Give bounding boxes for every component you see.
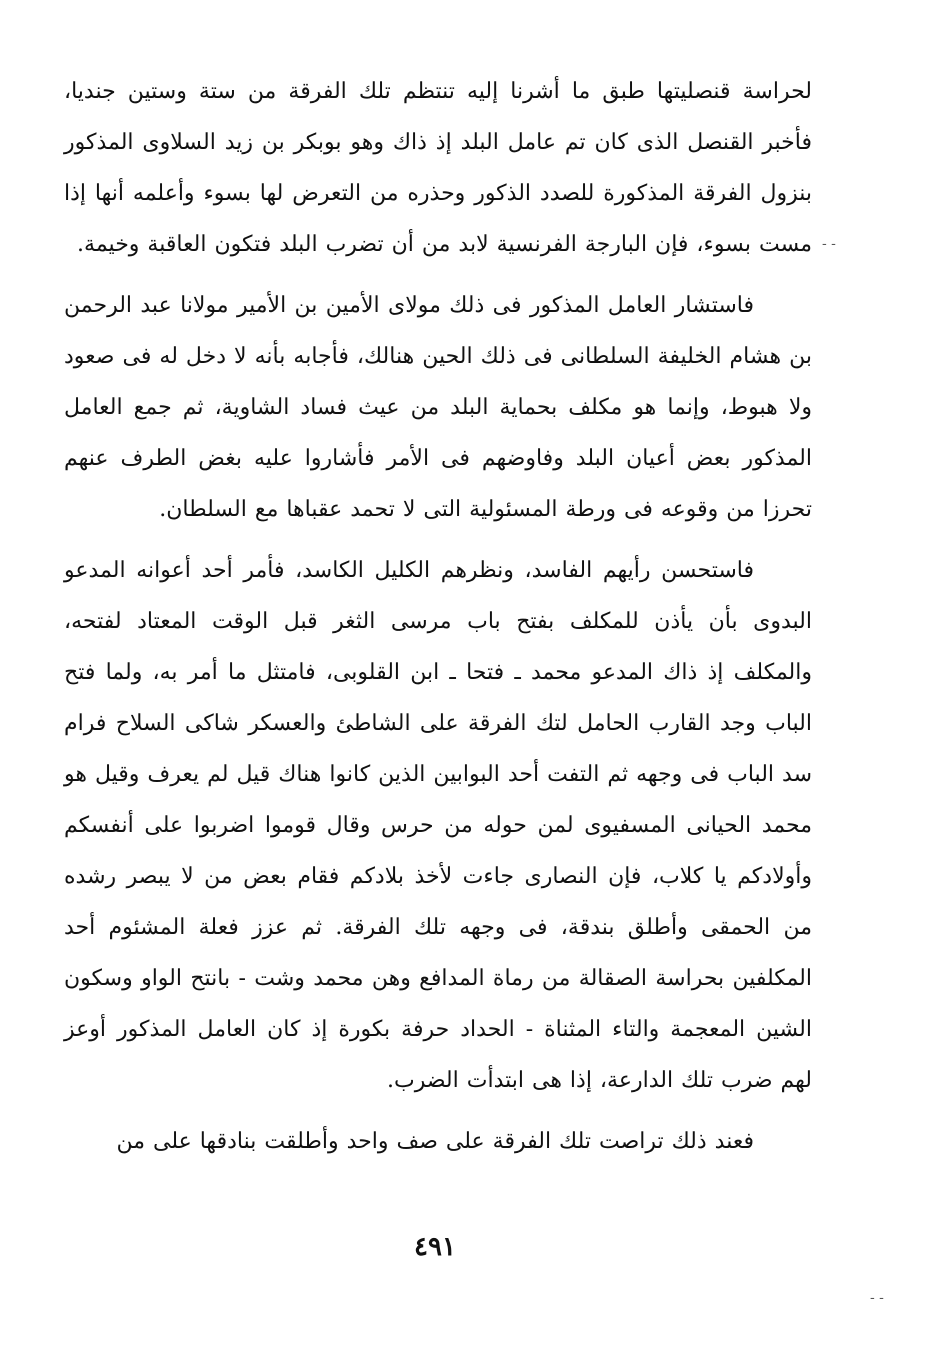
paragraph-4: فعند ذلك تراصت تلك الفرقة على صف واحد وأطلقت بنادقها على من bbox=[116, 1129, 754, 1154]
margin-dash-mark: - - bbox=[822, 236, 836, 252]
body-text bbox=[64, 66, 812, 1167]
margin-dash-mark: - - bbox=[870, 1290, 884, 1306]
paragraph-1: لحراسة قنصليتها طبق ما أشرنا إليه تنتظم تلك الفرقة من ستة وستين جنديا، فأخبر القنصل الذى كان تم عامل البلد إذ ذاك وهو بوبكر بن زيد السلاوى المذكور بنزول الفرقة المذكورة للصدد الذكور وحذره من التعرض لها بسوء وأعلمه أنها إذا مست بسوء، فإن البارجة الفرنسية لابد من أن تضرب البلد فتكون العاقبة وخيمة. bbox=[64, 79, 812, 257]
paragraph-2: فاستشار العامل المذكور فى ذلك مولاى الأمين بن الأمير مولانا عبد الرحمن بن هشام الخليفة السلطانى فى ذلك الحين هنالك، فأجابه بأنه لا دخل له فى صعود ولا هبوط، وإنما هو مكلف بحماية البلد من عيث فساد الشاوية، ثم جمع العامل المذكور بعض أعيان البلد وفاوضهم فى الأمر فأشاروا عليه بغض الطرف عنهم تحرزا من وقوعه فى ورطة المسئولية التى لا تحمد عقباها مع السلطان. bbox=[64, 293, 812, 522]
paragraph-3: فاستحسن رأيهم الفاسد، ونظرهم الكليل الكاسد، فأمر أحد أعوانه المدعو البدوى بأن يأذن للمكلف بفتح باب مرسى الثغر قبل الوقت المعتاد لفتحه، والمكلف إذ ذاك المدعو محمد ـ فتحا ـ ابن القلوبى، فامتثل ما أمر به، ولما فتح الباب وجد القارب الحامل لتك الفرقة على الشاطئ والعسكر شاكى السلاح فرام سد الباب فى وجهه ثم التفت أحد البوابين الذين كانوا هناك قيل لم يعرف وقيل هو محمد الحيانى المسفيوى لمن حوله من حرس وقال قوموا اضربوا على أنفسكم وأولادكم يا كلاب، فإن النصارى جاءت لأخذ بلادكم فقام بعض من لا يبصر رشده من الحمقى وأطلق بندقة، فى وجهه تلك الفرقة. ثم عزز فعلة المشئوم أحد المكلفين بحراسة الصقالة من رماة المدافع وهن محمد وشت - بانتح الواو وسكون الشين المعجمة والتاء المثناة - الحداد حرفة بكورة إذ كان العامل المذكور أوعز لهم ضرب تلك الدارعة، إذا هى ابتدأت الضرب. bbox=[64, 558, 812, 1093]
page-number: ٤٩١ bbox=[414, 1232, 456, 1262]
